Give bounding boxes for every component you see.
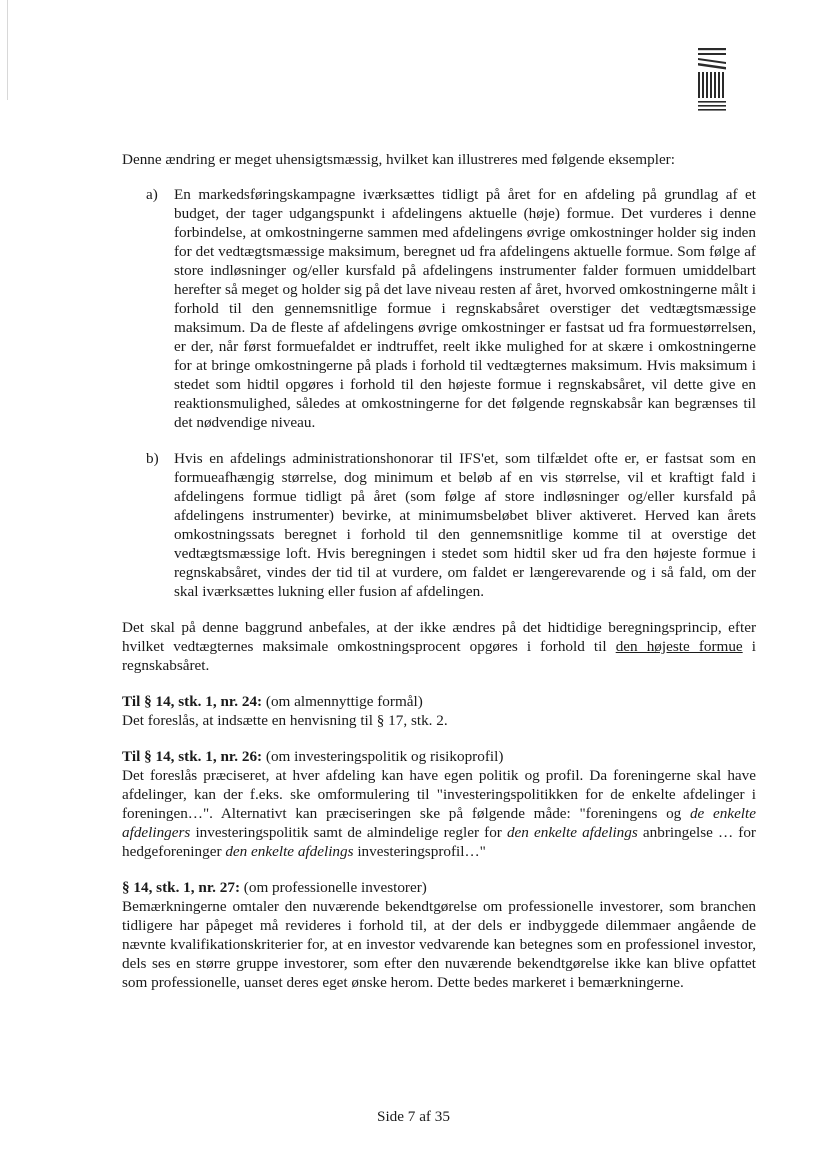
section-26 <box>122 747 756 861</box>
section-26-body: investeringsprofil…" <box>353 843 486 860</box>
document-body <box>122 150 756 1009</box>
section-26-italic: de enkelte afdelingers <box>122 805 756 841</box>
section-27-subject: (om professionelle investorer) <box>240 879 427 896</box>
recommendation-underlined: den højeste formue <box>615 638 743 655</box>
organization-logo-icon <box>698 48 726 112</box>
page-number: Side 7 af 35 <box>377 1108 450 1125</box>
section-27 <box>122 878 756 992</box>
section-26-heading: Til § 14, stk. 1, nr. 26: <box>122 748 263 765</box>
section-24-subject: (om almennyttige formål) <box>262 693 423 710</box>
list-marker: b) <box>146 450 159 467</box>
section-26-subject: (om investeringspolitik og risikoprofil) <box>262 748 504 765</box>
recommendation-paragraph <box>122 618 756 675</box>
section-26-body: Det foreslås præciseret, at hver afdeling kan have egen politik og profil. Da foreningerne skal have afdelinger, kan der f.eks. ske omformulering til "investeringspolitikken for de enkelte afdelinger i foreningen…". Alternativt kan præciseringen ske på følgende måde: "foreningens og <box>122 767 756 822</box>
section-26-body: anbringelse … for hedgeforeninger <box>122 824 756 860</box>
list-item <box>122 449 756 601</box>
section-26-body: investeringspolitik samt de almindelige regler for <box>190 824 507 841</box>
list-item-text: En markedsføringskampagne iværksættes tidligt på året for en afdeling på grundlag af et budget, der tager udgangspunkt i afdelingens aktuelle (høje) formue. Det vurderes i denne forbindelse, at omkostningerne sammen med afdelingens øvrige omkostninger holder sig inden for det vedtægtsmæssige maksimum, beregnet ud fra afdelingens aktuelle formue. Som følge af store indløsninger og/eller kursfald på afdelingens instrumenter falder formuen umiddelbart herefter så meget og holder sig på det lave niveau resten af året, hvorved omkostningerne målt i forhold til den gennemsnitlige formue i regnskabsåret overstiger det vedtægtsmæssige maksimum. Da de fleste af afdelingens øvrige omkostninger er fastsat ud fra formuestørrelsen, er der, når først formuefaldet er indtruffet, reelt ikke mulighed for at skære i omkostningerne for at bringe omkostningerne på plads i forhold til vedtægternes maksimum. Hvis maksimum i stedet som hidtil opgøres i forhold til den højeste formue i regnskabsåret, vil dette give en reaktionsmulighed, således at omkostningerne for det følgende regnskabsår kan begrænses til det nødvendige niveau. <box>174 186 756 431</box>
recommendation-text-end: i regnskabsåret. <box>122 638 756 674</box>
list-item <box>122 185 756 432</box>
section-27-heading: § 14, stk. 1, nr. 27: <box>122 879 240 896</box>
intro-paragraph: Denne ændring er meget uhensigtsmæssig, hvilket kan illustreres med følgende eksempler: <box>122 151 675 168</box>
list-marker: a) <box>146 186 158 203</box>
recommendation-text: Det skal på denne baggrund anbefales, at der ikke ændres på det hidtidige beregningsprincip, efter hvilket vedtægternes maksimale omkostningsprocent opgøres i forhold til <box>122 619 756 655</box>
section-26-italic: den enkelte afdelings <box>225 843 354 860</box>
section-27-body: Bemærkningerne omtaler den nuværende bekendtgørelse om professionelle investorer, som branchen tidligere har påpeget må revideres i forhold til, at der dels er indbyggede dilemmaer angående de nævnte kvalifikationskriterier for, at en investor vedvarende kan betegnes som en professionel investor, dels ses en større gruppe investorer, som efter den nuværende bekendtgørelse ikke kan blive opfattet som professionelle, uanset deres eget ønske herom. Dette bedes markeret i bemærkningerne. <box>122 898 756 991</box>
scan-edge-line <box>7 0 8 100</box>
section-26-italic: den enkelte afdelings <box>506 824 638 841</box>
list-item-text: Hvis en afdelings administrationshonorar til IFS'et, som tilfældet ofte er, er fastsat som en formueafhængig størrelse, dog minimum et beløb af en vis størrelse, vil et kraftigt fald i afdelingens formue tidligt på året (som følge af store indløsninger og/eller kursfald på afdelingens instrumenter) bevirke, at minimumsbeløbet bliver aktiveret. Herved kan årets omkostningssats beregnet i forhold til den gennemsnitlige komme til at overstige det vedtægtsmæssige loft. Hvis beregningen i stedet som hidtil sker ud fra den højeste formue i regnskabsåret, vindes der tid til at vurdere, om faldet er længerevarende og i så fald, om der skal iværksættes lukning eller fusion af afdelingen. <box>174 450 756 600</box>
section-24-heading: Til § 14, stk. 1, nr. 24: <box>122 693 263 710</box>
section-24-body: Det foreslås, at indsætte en henvisning til § 17, stk. 2. <box>122 712 448 729</box>
section-24 <box>122 692 756 730</box>
